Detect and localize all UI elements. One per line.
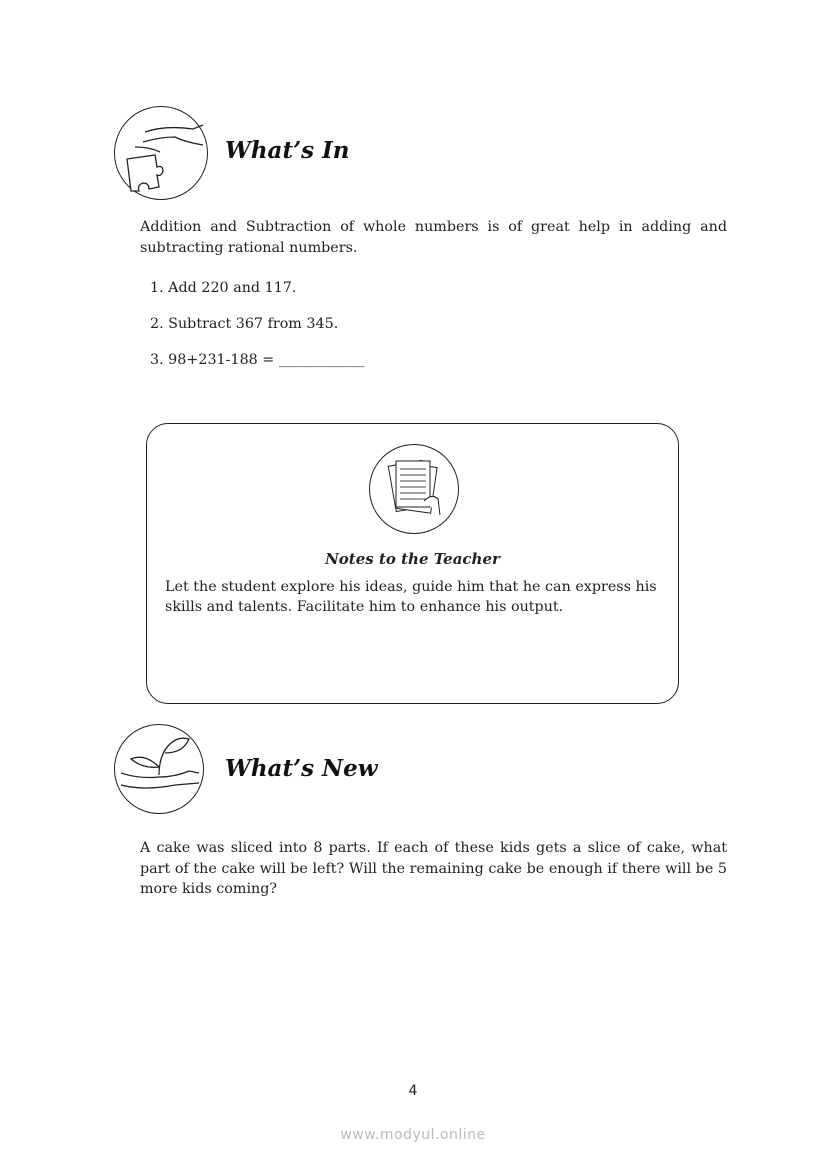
puzzle-hand-icon (114, 106, 208, 200)
section-heading-whats-new: What’s New (225, 755, 378, 782)
notes-to-teacher-box (146, 423, 679, 704)
watermark: www.modyul.online (340, 1127, 486, 1143)
whats-in-intro: Addition and Subtraction of whole numbers is of great help in adding and subtracting rational numbers. (140, 219, 727, 256)
notes-body: Let the student explore his ideas, guide him that he can express his skills and talents. Facilitate him to enhance his output. (165, 579, 657, 615)
page-number: 4 (408, 1083, 418, 1099)
list-item: 1. Add 220 and 117. (150, 280, 297, 296)
list-item: 2. Subtract 367 from 345. (150, 316, 339, 332)
plant-hand-icon (114, 724, 204, 814)
list-item: 3. 98+231-188 = ____________ (150, 352, 365, 368)
notes-title: Notes to the Teacher (325, 550, 500, 568)
section-heading-whats-in: What’s In (225, 137, 350, 164)
documents-hand-icon (369, 444, 459, 534)
whats-new-body: A cake was sliced into 8 parts. If each of these kids gets a slice of cake, what part of the cake will be left? Will the remaining cake be enough if there will be 5 more kids coming? (140, 840, 727, 897)
